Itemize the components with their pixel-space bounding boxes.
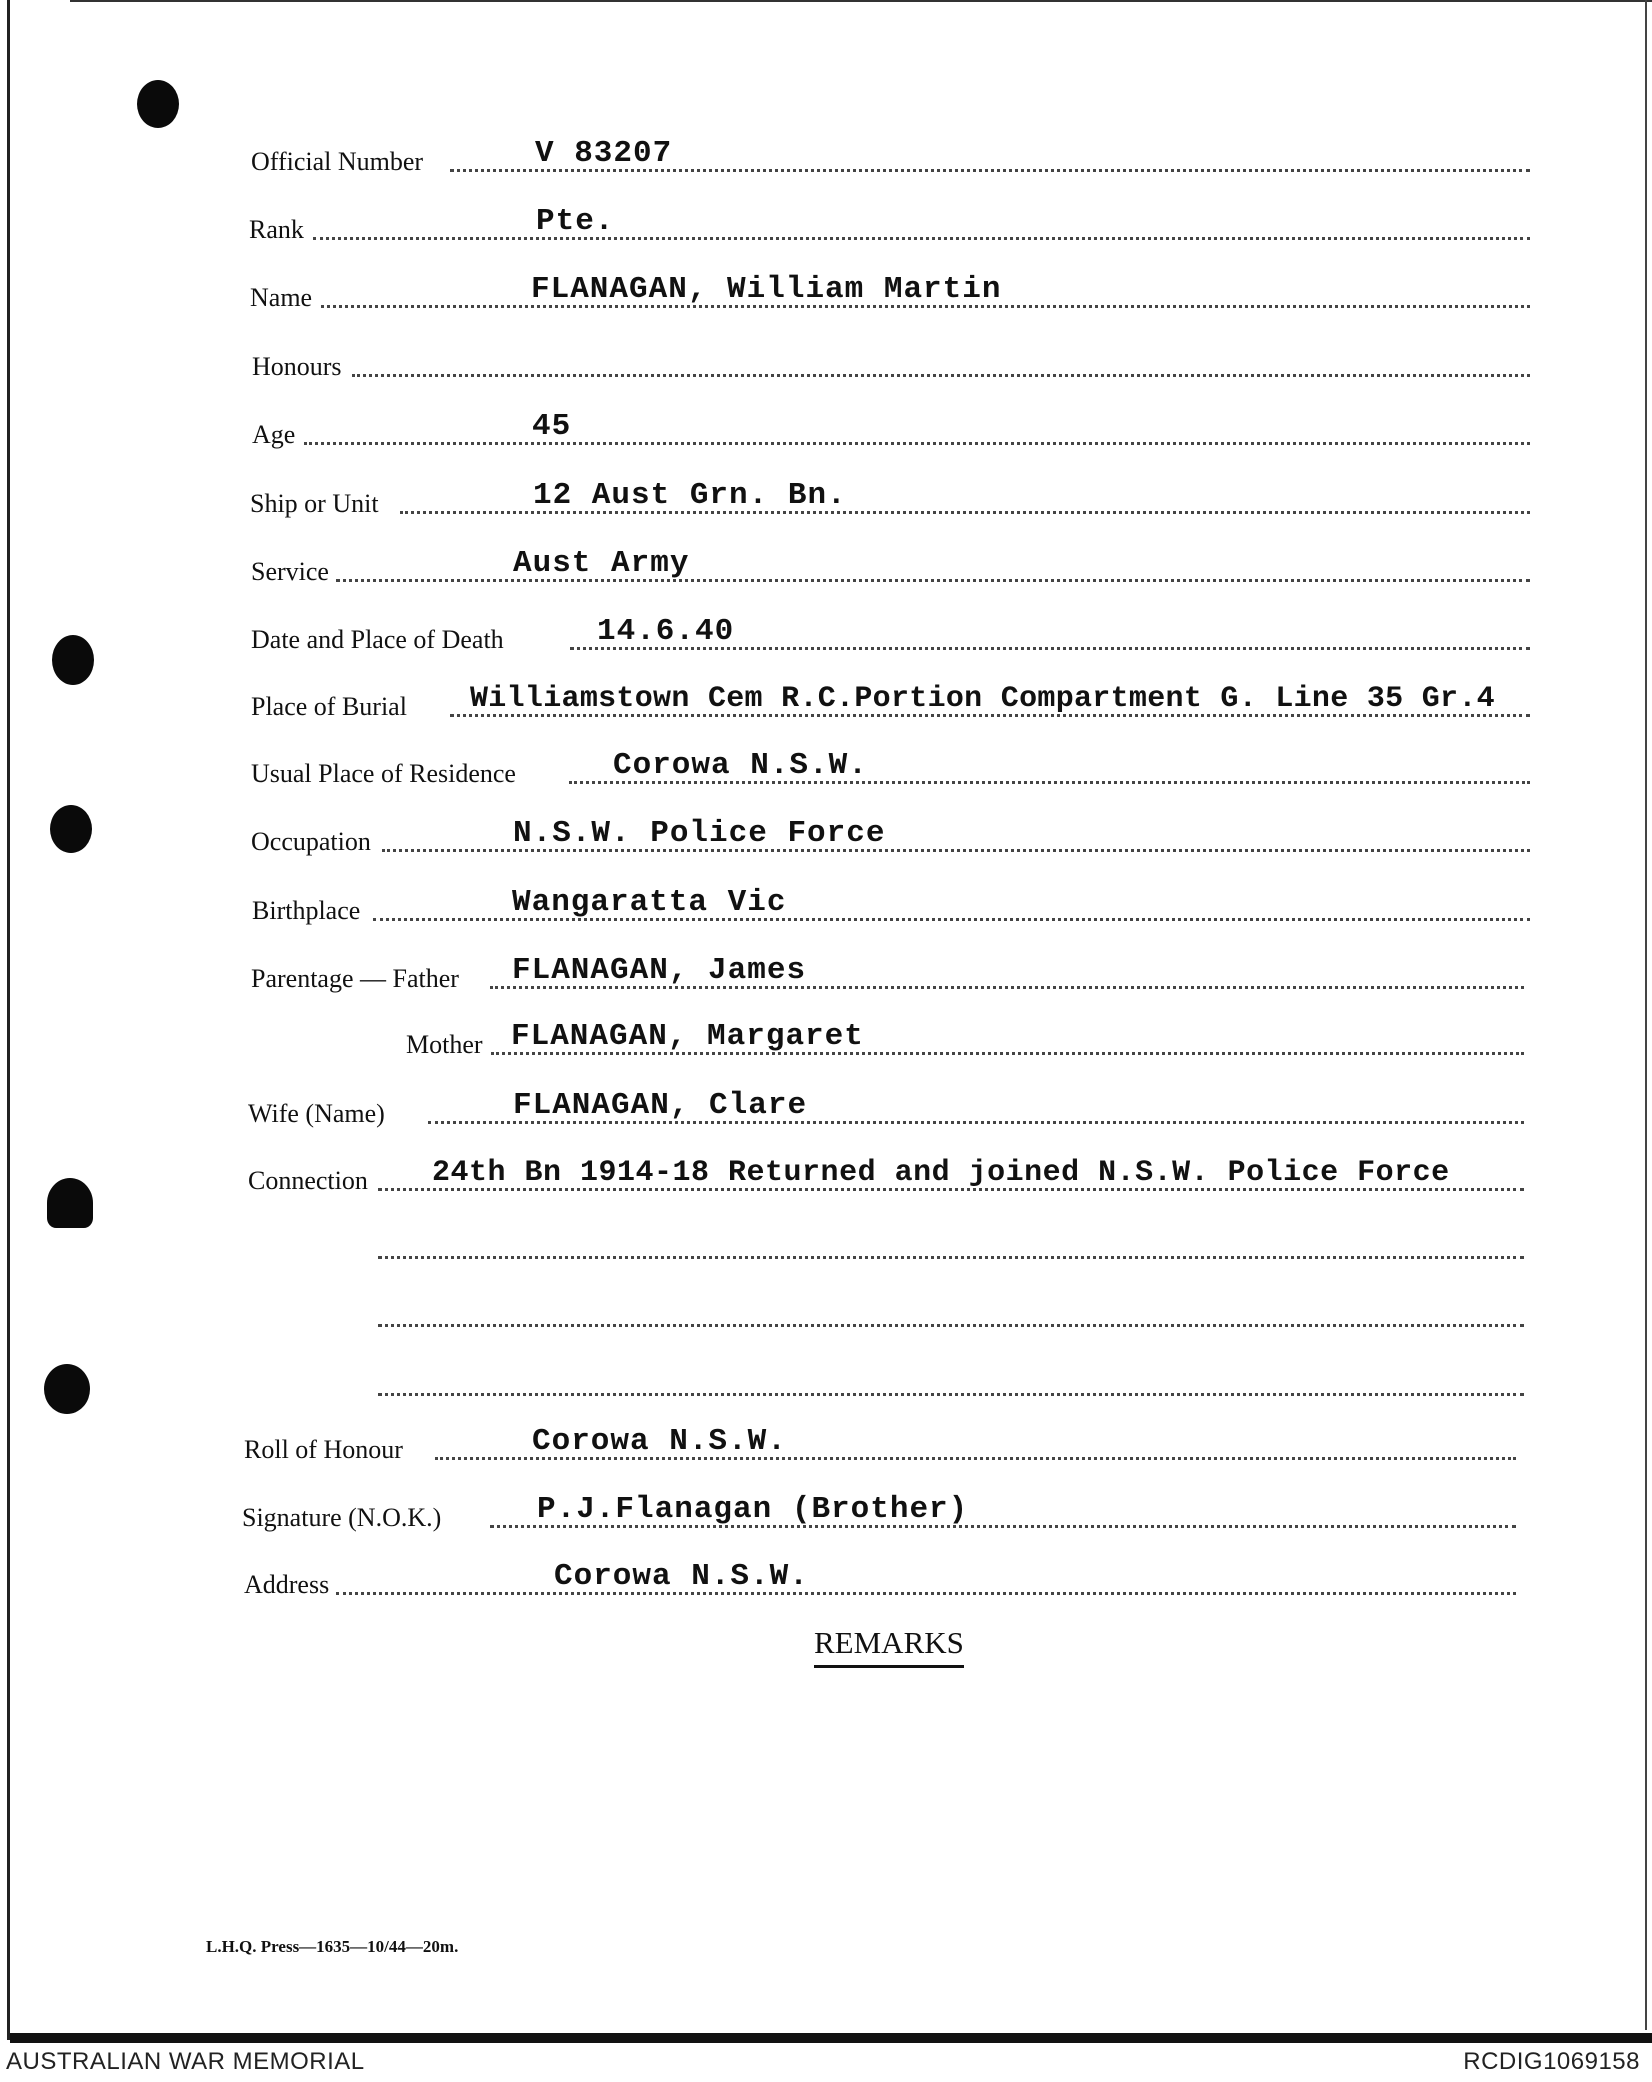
dotted-rule xyxy=(313,237,1530,240)
field-wife xyxy=(0,1067,1652,1127)
field-label: Place of Burial xyxy=(251,692,407,721)
field-label: Connection xyxy=(248,1166,368,1195)
printer-note: L.H.Q. Press—1635—10/44—20m. xyxy=(206,1937,459,1956)
dotted-rule xyxy=(336,1592,1516,1595)
field-signature-nok xyxy=(0,1471,1652,1531)
field-value: FLANAGAN, Clare xyxy=(513,1088,808,1123)
field-parentage-mother xyxy=(0,998,1652,1058)
footer-record-id: RCDIG1069158 xyxy=(1463,2048,1640,2075)
field-value: 24th Bn 1914-18 Returned and joined N.S.W. Police Force xyxy=(432,1156,1450,1190)
dotted-rule xyxy=(378,1324,1524,1327)
footer-source: AUSTRALIAN WAR MEMORIAL xyxy=(6,2048,365,2075)
field-connection-cont xyxy=(0,1270,1652,1330)
field-value: 12 Aust Grn. Bn. xyxy=(533,478,847,513)
field-label: Signature (N.O.K.) xyxy=(242,1503,442,1532)
field-place-of-burial xyxy=(0,660,1652,720)
field-value: Williamstown Cem R.C.Portion Compartment G. Line 35 Gr.4 xyxy=(470,682,1495,716)
field-rank xyxy=(0,183,1652,243)
field-connection-cont xyxy=(0,1339,1652,1399)
field-value: N.S.W. Police Force xyxy=(513,816,886,851)
field-usual-residence xyxy=(0,727,1652,787)
field-value: Corowa N.S.W. xyxy=(532,1424,787,1459)
field-value: Wangaratta Vic xyxy=(512,885,787,920)
field-label: Date and Place of Death xyxy=(251,625,504,654)
field-parentage-father xyxy=(0,932,1652,992)
field-value: P.J.Flanagan (Brother) xyxy=(537,1492,969,1527)
field-service xyxy=(0,525,1652,585)
field-birthplace xyxy=(0,864,1652,924)
field-value: Corowa N.S.W. xyxy=(554,1559,809,1594)
card-bottom-edge xyxy=(10,2033,1652,2043)
field-age xyxy=(0,388,1652,448)
field-value: FLANAGAN, Margaret xyxy=(511,1019,864,1054)
field-label: Name xyxy=(250,283,313,312)
field-roll-of-honour xyxy=(0,1403,1652,1463)
field-value: 45 xyxy=(532,409,572,444)
field-address xyxy=(0,1538,1652,1598)
field-label: Roll of Honour xyxy=(244,1435,403,1464)
field-occupation xyxy=(0,795,1652,855)
dotted-rule xyxy=(378,1393,1524,1396)
field-label: Usual Place of Residence xyxy=(251,759,516,788)
card-top-edge xyxy=(70,0,1652,2)
remarks-heading: REMARKS xyxy=(814,1625,964,1668)
field-connection-cont xyxy=(0,1202,1652,1262)
field-connection xyxy=(0,1134,1652,1194)
field-label: Wife (Name) xyxy=(248,1099,385,1128)
field-label: Service xyxy=(251,557,329,586)
dotted-rule xyxy=(352,374,1530,377)
field-ship-or-unit xyxy=(0,457,1652,517)
field-label: Birthplace xyxy=(252,896,361,925)
field-date-place-of-death xyxy=(0,593,1652,653)
field-label: Address xyxy=(244,1570,330,1599)
field-label: Honours xyxy=(252,352,342,381)
field-value: 14.6.40 xyxy=(597,614,735,649)
field-value: FLANAGAN, William Martin xyxy=(531,272,1002,307)
field-value: Aust Army xyxy=(513,546,690,581)
field-honours xyxy=(0,320,1652,380)
field-label: Age xyxy=(252,420,296,449)
dotted-rule xyxy=(378,1256,1524,1259)
field-label: Mother xyxy=(406,1030,483,1059)
field-value: Corowa N.S.W. xyxy=(613,748,868,783)
dotted-rule xyxy=(304,442,1530,445)
field-label: Parentage — Father xyxy=(251,964,459,993)
field-label: Ship or Unit xyxy=(250,489,379,518)
field-official-number xyxy=(0,115,1652,175)
field-value: Pte. xyxy=(536,204,615,239)
field-label: Occupation xyxy=(251,827,371,856)
field-name xyxy=(0,251,1652,311)
field-value: FLANAGAN, James xyxy=(512,953,807,988)
field-label: Rank xyxy=(249,215,304,244)
field-label: Official Number xyxy=(251,147,424,176)
field-value: V 83207 xyxy=(535,136,673,171)
